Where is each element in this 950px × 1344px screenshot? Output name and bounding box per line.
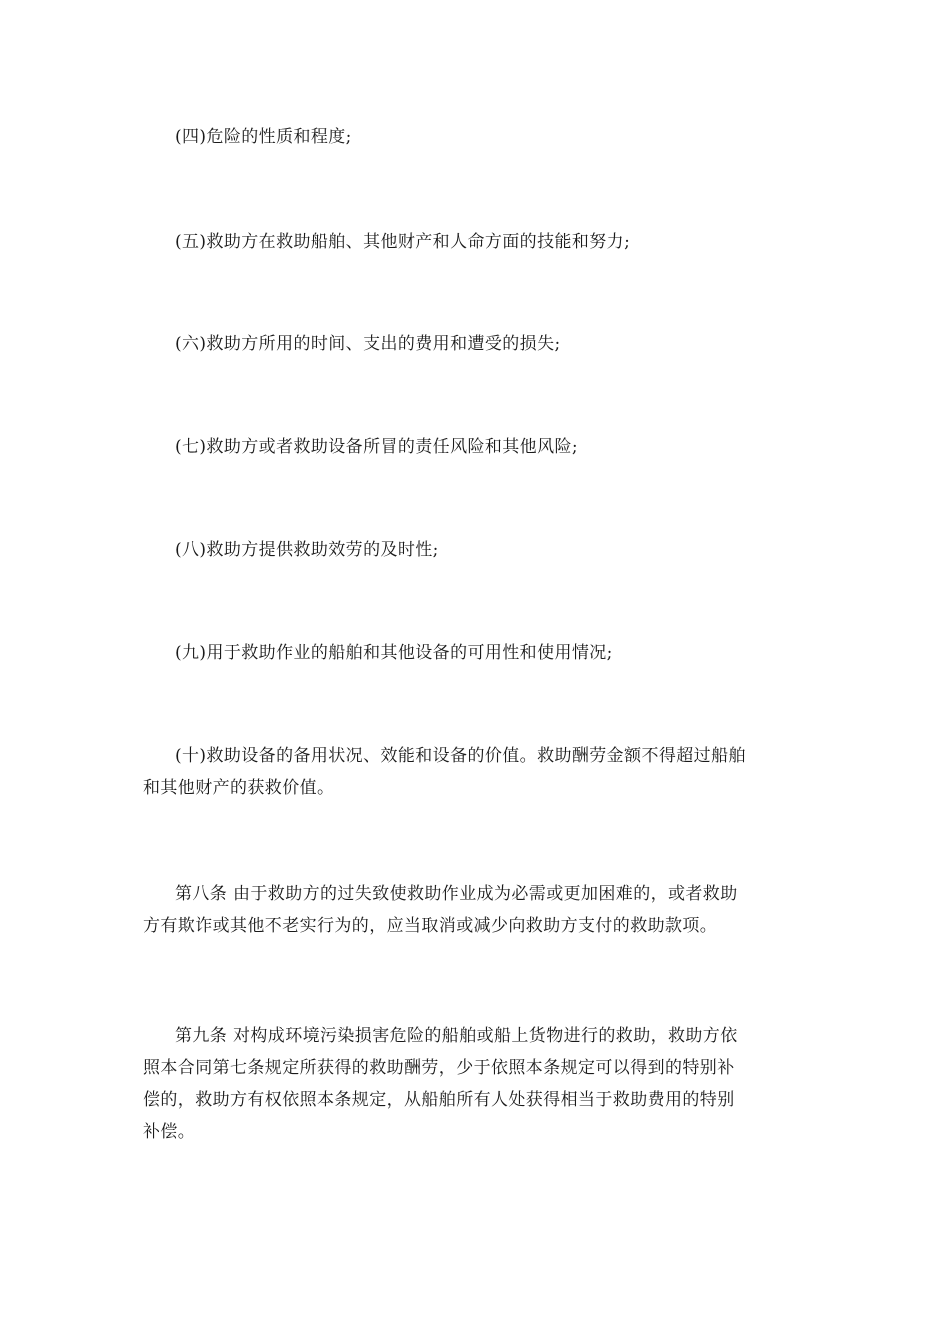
- clause-item-4: [143, 121, 807, 153]
- article-9: [143, 1020, 807, 1148]
- clause-line: (八)救助方提供救助效劳的及时性;: [175, 540, 439, 560]
- clause-line: (六)救助方所用的时间、支出的费用和遭受的损失;: [175, 334, 561, 354]
- clause-line: (十)救助设备的备用状况、效能和设备的价值。救助酬劳金额不得超过船舶: [175, 746, 746, 766]
- article-line: 照本合同第七条规定所获得的救助酬劳，少于依照本条规定可以得到的特别补: [143, 1058, 735, 1078]
- clause-line: (九)用于救助作业的船舶和其他设备的可用性和使用情况;: [175, 643, 613, 663]
- article-line: 方有欺诈或其他不老实行为的，应当取消或减少向救助方支付的救助款项。: [143, 916, 718, 936]
- clause-item-6: [143, 328, 807, 360]
- article-line: 第八条 由于救助方的过失致使救助作业成为必需或更加困难的，或者救助: [175, 884, 738, 904]
- clause-item-10: [143, 740, 807, 804]
- clause-line: (四)危险的性质和程度;: [175, 127, 352, 147]
- clause-item-9: [143, 637, 807, 669]
- clause-item-8: [143, 534, 807, 566]
- article-8: [143, 878, 807, 942]
- clause-line: (五)救助方在救助船舶、其他财产和人命方面的技能和努力;: [175, 232, 631, 252]
- clause-line: (七)救助方或者救助设备所冒的责任风险和其他风险;: [175, 437, 578, 457]
- clause-line: 和其他财产的获救价值。: [143, 778, 335, 798]
- clause-item-7: [143, 431, 807, 463]
- article-line: 补偿。: [143, 1122, 196, 1142]
- article-line: 偿的，救助方有权依照本条规定，从船舶所有人处获得相当于救助费用的特别: [143, 1090, 735, 1110]
- article-line: 第九条 对构成环境污染损害危险的船舶或船上货物进行的救助，救助方依: [175, 1026, 738, 1046]
- clause-item-5: [143, 226, 807, 258]
